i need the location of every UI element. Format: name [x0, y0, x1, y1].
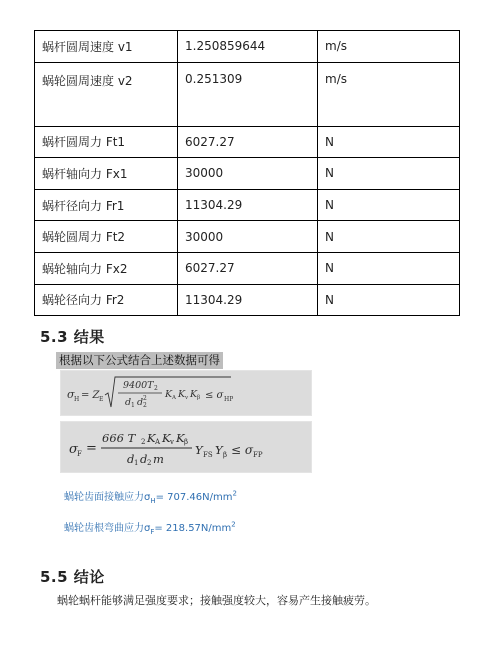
param-name: 蜗杆径向力 Fr1	[35, 189, 178, 221]
param-unit: N	[318, 221, 460, 253]
svg-text:σ: σ	[69, 442, 78, 457]
svg-text:1: 1	[134, 459, 139, 467]
param-name: 蜗杆轴向力 Fx1	[35, 158, 178, 190]
svg-text:v: v	[170, 438, 174, 446]
bending-stress-formula-image	[60, 421, 312, 473]
svg-text:d: d	[127, 452, 135, 466]
param-value: 30000	[178, 158, 318, 190]
svg-text:2: 2	[143, 402, 147, 409]
contact-stress-label: 蜗轮齿面接触应力σ	[64, 492, 151, 503]
svg-text:K: K	[162, 431, 171, 445]
param-value: 0.251309	[178, 62, 318, 126]
param-unit: m/s	[318, 31, 460, 63]
svg-text:2: 2	[154, 385, 158, 392]
param-name: 蜗杆圆周速度 v1	[35, 31, 178, 63]
param-value: 1.250859644	[178, 31, 318, 63]
bending-stress-result	[64, 519, 236, 536]
table-row	[35, 62, 460, 126]
param-name: 蜗轮圆周力 Ft2	[35, 221, 178, 253]
svg-text:HP: HP	[224, 396, 234, 403]
param-unit: N	[318, 126, 460, 158]
svg-text:9400T: 9400T	[123, 380, 154, 391]
svg-text:v: v	[185, 395, 189, 401]
svg-text:≤ σ: ≤ σ	[231, 443, 254, 457]
table-row	[35, 158, 460, 190]
contact-stress-formula-image	[60, 370, 312, 416]
param-unit: N	[318, 158, 460, 190]
param-unit: N	[318, 284, 460, 316]
svg-text:β: β	[223, 451, 228, 459]
svg-text:666 T: 666 T	[102, 431, 136, 445]
param-value: 30000	[178, 221, 318, 253]
svg-text:A: A	[172, 395, 176, 401]
param-value: 11304.29	[178, 189, 318, 221]
param-value: 6027.27	[178, 126, 318, 158]
svg-text:β: β	[184, 438, 189, 446]
svg-text:β: β	[197, 395, 201, 401]
svg-text:σ: σ	[67, 388, 75, 401]
svg-text:1: 1	[131, 402, 135, 409]
bending-stress-value: = 218.57N/mm	[154, 523, 232, 534]
bending-stress-unit-sup: 2	[231, 520, 236, 529]
param-name: 蜗轮轴向力 Fx2	[35, 252, 178, 284]
section-heading-results: 5.3 结果	[40, 328, 105, 346]
intro-highlight-text: 根据以下公式结合上述数据可得	[56, 352, 223, 369]
param-name: 蜗杆圆周力 Ft1	[35, 126, 178, 158]
svg-text:=: =	[86, 441, 97, 456]
svg-text:F: F	[77, 450, 82, 458]
table-row	[35, 126, 460, 158]
svg-text:A: A	[155, 438, 161, 446]
bending-stress-sub: F	[150, 528, 155, 536]
table-row	[35, 284, 460, 316]
svg-text:Y: Y	[195, 443, 203, 457]
svg-text:FP: FP	[253, 451, 263, 459]
section-heading-conclusion: 5.5 结论	[40, 568, 105, 586]
svg-text:2: 2	[147, 459, 152, 467]
table-row	[35, 252, 460, 284]
force-velocity-table	[34, 30, 460, 316]
svg-text:FS: FS	[203, 451, 213, 459]
table-row	[35, 189, 460, 221]
svg-text:E: E	[99, 396, 104, 403]
param-value: 11304.29	[178, 284, 318, 316]
svg-text:d: d	[125, 397, 132, 408]
table-row	[35, 31, 460, 63]
svg-text:d: d	[137, 397, 144, 408]
svg-text:K: K	[190, 389, 198, 400]
svg-text:K: K	[176, 431, 185, 445]
svg-text:m: m	[153, 452, 164, 466]
contact-stress-value: = 707.46N/mm	[155, 492, 233, 503]
svg-text:2: 2	[143, 395, 147, 402]
contact-stress-result	[64, 488, 237, 505]
table-row	[35, 221, 460, 253]
svg-text:H: H	[74, 396, 80, 403]
svg-text:2: 2	[141, 438, 146, 446]
svg-text:K: K	[147, 431, 156, 445]
param-name: 蜗轮圆周速度 v2	[35, 62, 178, 126]
conclusion-text: 蜗轮蜗杆能够满足强度要求；接触强度较大，容易产生接触疲劳。	[57, 594, 376, 607]
param-name: 蜗轮径向力 Fr2	[35, 284, 178, 316]
param-unit: N	[318, 252, 460, 284]
param-value: 6027.27	[178, 252, 318, 284]
svg-text:K: K	[178, 389, 186, 400]
svg-text:= Z: = Z	[81, 390, 100, 401]
svg-text:d: d	[140, 452, 148, 466]
contact-stress-sub: H	[150, 497, 156, 505]
svg-text:≤ σ: ≤ σ	[205, 390, 224, 401]
param-unit: N	[318, 189, 460, 221]
svg-text:K: K	[165, 389, 173, 400]
bending-stress-label: 蜗轮齿根弯曲应力σ	[64, 523, 151, 534]
svg-text:Y: Y	[215, 443, 223, 457]
contact-stress-unit-sup: 2	[232, 489, 237, 498]
param-unit: m/s	[318, 62, 460, 126]
